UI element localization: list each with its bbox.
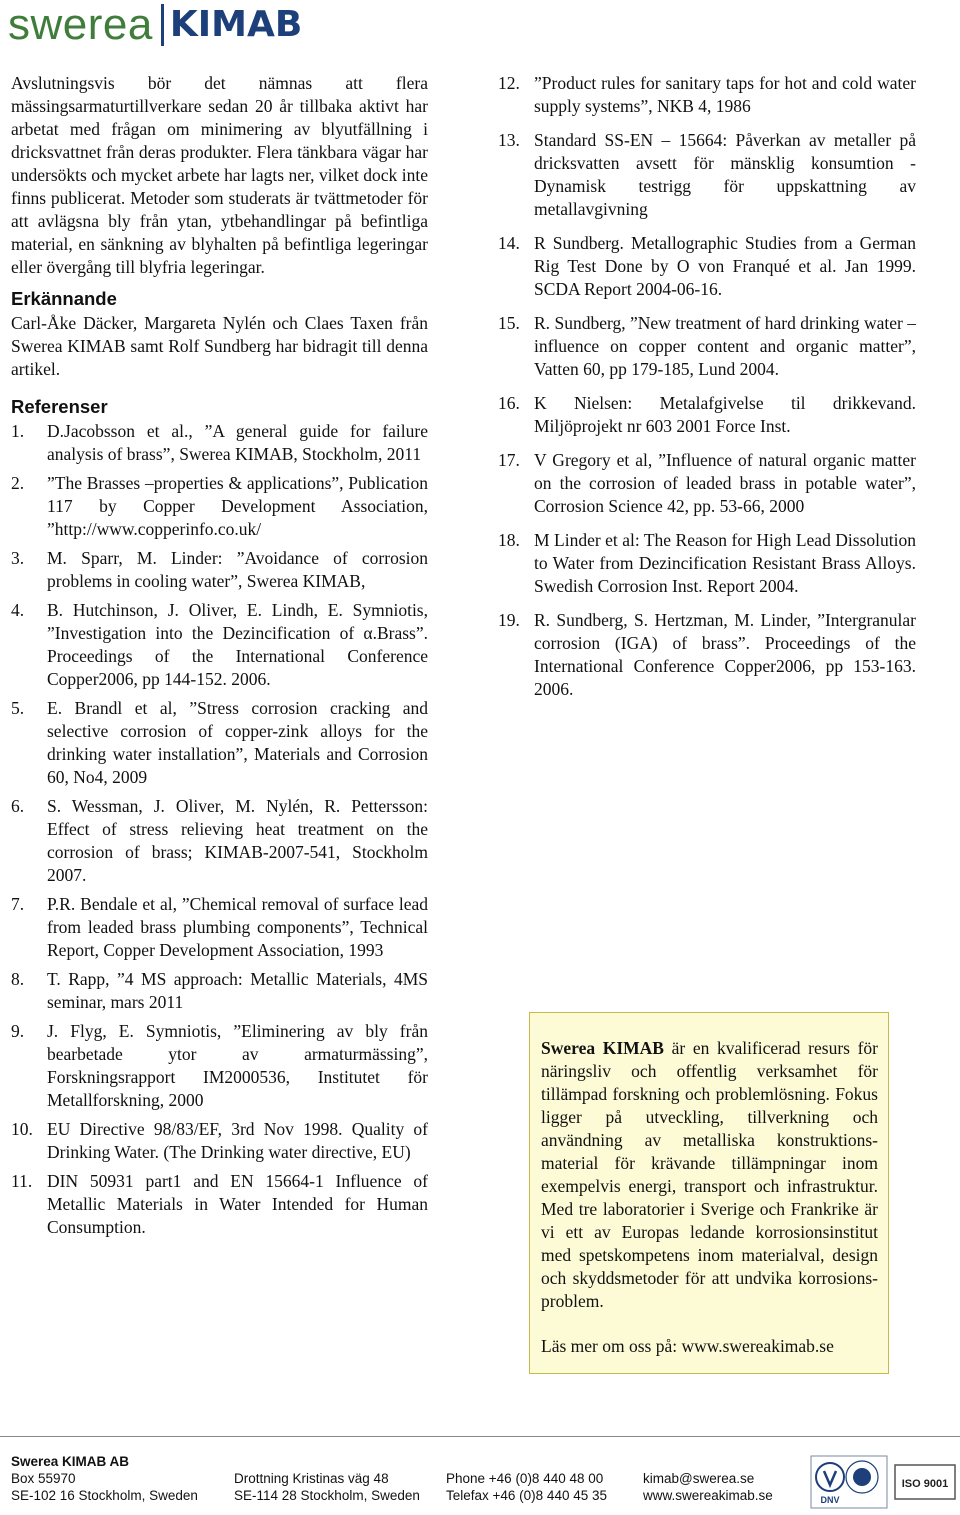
company-info-box: [529, 1012, 889, 1374]
reference-number: 16.: [498, 393, 520, 413]
footer-visit-address: [234, 1470, 420, 1504]
reference-text: B. Hutchinson, J. Oliver, E. Lindh, E. Symniotis, ”Investigation into the Dezincification of α.Brass”. Proceedings of the International Conference Copper2006, pp 144-152. 2006.: [47, 600, 428, 689]
reference-number: 6.: [11, 796, 25, 816]
reference-text: DIN 50931 part1 and EN 15664-1 Influence of Metallic Materials in Water Intended for Human Consumption.: [47, 1171, 428, 1237]
reference-item: [11, 893, 428, 962]
footer-company: [11, 1453, 129, 1470]
reference-item: [11, 599, 428, 691]
reference-number: 4.: [11, 600, 25, 620]
reference-item: [498, 72, 916, 118]
references-list-left: [11, 420, 428, 1239]
reference-number: 5.: [11, 698, 25, 718]
logo-divider: [161, 4, 164, 46]
dnv-label: DNV: [820, 1495, 840, 1505]
footer-phone: Phone +46 (0)8 440 48 00: [446, 1471, 604, 1486]
reference-number: 1.: [11, 421, 25, 441]
reference-number: 19.: [498, 610, 520, 630]
reference-text: R. Sundberg, ”New treatment of hard drinking water –influence on copper content and organic matter”, Vatten 60, pp 179-185, Lund 2004.: [534, 313, 916, 379]
reference-text: R Sundberg. Metallographic Studies from a German Rig Test Done by O von Franqué et al. Jan 1999. SCDA Report 2004-06-16.: [534, 233, 916, 299]
references-heading: Referenser: [11, 396, 108, 417]
acknowledgement-heading: Erkännande: [11, 288, 117, 309]
footer-divider: [0, 1436, 960, 1437]
company-info-text: [541, 1037, 878, 1313]
reference-number: 2.: [11, 473, 25, 493]
reference-item: [498, 312, 916, 381]
reference-item: [498, 529, 916, 598]
left-column: [11, 72, 428, 1245]
footer-city-visit: SE-114 28 Stockholm, Sweden: [234, 1488, 420, 1503]
reference-text: R. Sundberg, S. Hertzman, M. Linder, ”Intergranular corrosion (IGA) of brass”. Proceedings of the International Conference Copper2006, pp 153-163. 2006.: [534, 610, 916, 699]
reference-text: T. Rapp, ”4 MS approach: Metallic Materials, 4MS seminar, mars 2011: [47, 969, 428, 1012]
reference-number: 11.: [11, 1171, 33, 1191]
reference-text: M. Sparr, M. Linder: ”Avoidance of corrosion problems in cooling water”, Swerea KIMAB,: [47, 548, 428, 591]
references-list-right: [498, 72, 916, 701]
reference-item: [498, 232, 916, 301]
reference-number: 10.: [11, 1119, 33, 1139]
reference-number: 17.: [498, 450, 520, 470]
acknowledgement-text: Carl-Åke Däcker, Margareta Nylén och Claes Taxen från Swerea KIMAB samt Rolf Sundberg har bidragit till denna artikel.: [11, 313, 428, 379]
reference-number: 7.: [11, 894, 25, 914]
reference-item: [11, 420, 428, 466]
reference-text: ”The Brasses –properties & applications”, Publication 117 by Copper Development Association, ”http://www.copperinfo.co.uk/: [47, 473, 428, 539]
footer-city-postal: SE-102 16 Stockholm, Sweden: [11, 1488, 198, 1503]
swerea-kimab-logo: [8, 0, 302, 50]
reference-number: 13.: [498, 130, 520, 150]
footer-company-name: Swerea KIMAB AB: [11, 1454, 130, 1469]
right-column: [498, 72, 916, 712]
reference-item: [498, 392, 916, 438]
footer-street: Drottning Kristinas väg 48: [234, 1471, 389, 1486]
reference-number: 8.: [11, 969, 25, 989]
reference-text: M Linder et al: The Reason for High Lead Dissolution to Water from Dezincification Resistant Brass Alloys. Swedish Corrosion Inst. Report 2004.: [534, 530, 916, 596]
reference-item: [11, 697, 428, 789]
reference-item: [11, 547, 428, 593]
footer-phone-block: [446, 1470, 607, 1504]
reference-number: 12.: [498, 73, 520, 93]
reference-text: V Gregory et al, ”Influence of natural organic matter on the corrosion of leaded brass in potable water”, Corrosion Science 42, pp. 53-66, 2000: [534, 450, 916, 516]
reference-item: [11, 795, 428, 887]
reference-text: P.R. Bendale et al, ”Chemical removal of surface lead from leaded brass plumbing components”, Technical Report, Copper Development Association, 1993: [47, 894, 428, 960]
reference-number: 15.: [498, 313, 520, 333]
reference-text: EU Directive 98/83/EF, 3rd Nov 1998. Quality of Drinking Water. (The Drinking water directive, EU): [47, 1119, 428, 1162]
company-name: Swerea KIMAB: [541, 1038, 664, 1058]
logo-kimab: KIMAB: [169, 4, 303, 45]
footer-email[interactable]: kimab@swerea.se: [643, 1471, 755, 1486]
reference-item: [11, 1170, 428, 1239]
reference-text: ”Product rules for sanitary taps for hot and cold water supply systems”, NKB 4, 1986: [534, 73, 916, 116]
reference-item: [11, 1020, 428, 1112]
footer-box: Box 55970: [11, 1471, 76, 1486]
reference-text: K Nielsen: Metalafgivelse til drikkevand. Miljöprojekt nr 603 2001 Force Inst.: [534, 393, 916, 436]
reference-item: [498, 449, 916, 518]
iso-label: ISO 9001: [901, 1478, 949, 1490]
reference-item: [498, 129, 916, 221]
reference-text: J. Flyg, E. Symniotis, ”Eliminering av bly från bearbetade ytor av armaturmässing”, Forskningsrapport IM2000536, Institutet för Metallforskning, 2000: [47, 1021, 428, 1110]
reference-item: [11, 472, 428, 541]
reference-text: E. Brandl et al, ”Stress corrosion cracking and selective corrosion of copper-zink alloys for the drinking water installation”, Materials and Corrosion 60, No4, 2009: [47, 698, 428, 787]
reference-number: 14.: [498, 233, 520, 253]
reference-text: Standard SS-EN – 15664: Påverkan av metaller på dricksvatten avsett för mänsklig konsumtion - Dynamisk testrigg för uppskattning av metallavgivning: [534, 130, 916, 219]
read-more-link[interactable]: Läs mer om oss på: www.swereakimab.se: [541, 1336, 834, 1356]
dnv-certification-icon: [810, 1455, 888, 1509]
intro-paragraph: Avslutningsvis bör det nämnas att flera mässingsarmaturtillverkare sedan 20 år tillbaka aktivt har arbetat med frågan om minimering av blyutfällning i dricksvattnet från deras produkter. Flera tänkbara vägar har undersökts och mycket arbete har lagts ner, vilket dock inte finns publicerat. Metoder som studerats är tvättmetoder för att avlägsna bly från ytan, ytbehandlingar på befintliga material, en sänkning av blyhalten på befintliga legeringar eller övergång till blyfria legeringar.: [11, 73, 428, 277]
reference-text: S. Wessman, J. Oliver, M. Nylén, R. Pettersson: Effect of stress relieving heat treatment on the corrosion of brass; KIMAB-2007-541, Stockholm 2007.: [47, 796, 428, 885]
reference-item: [11, 1118, 428, 1164]
footer-postal-address: [11, 1470, 198, 1504]
reference-item: [498, 609, 916, 701]
reference-text: D.Jacobsson et al., ”A general guide for failure analysis of brass”, Swerea KIMAB, Stockholm, 2011: [47, 421, 428, 464]
certification-badges: [810, 1455, 956, 1509]
footer-fax: Telefax +46 (0)8 440 45 35: [446, 1488, 607, 1503]
reference-number: 3.: [11, 548, 25, 568]
iso-9001-icon: [894, 1464, 956, 1500]
footer-contact-block: [643, 1470, 773, 1504]
reference-number: 18.: [498, 530, 520, 550]
footer-web[interactable]: www.swereakimab.se: [643, 1488, 773, 1503]
company-description: är en kvalificerad resurs för näringsliv och offentlig verksamhet för tillämpad forskning och problemlösning. Fokus ligger på utveckling, tillverkning och användning av metalliska konstruktions-material för krävande tillämpningar inom exempelvis energi, transport och infrastruktur. Med tre laboratorier i Sverige och Frankrike är vi ett av Europas ledande korrosionsinstitut med spetskompetens inom materialval, design och skyddsmetoder för att undvika korrosions-problem.: [541, 1038, 878, 1311]
reference-number: 9.: [11, 1021, 25, 1041]
logo-swerea: swerea: [8, 0, 153, 49]
reference-item: [11, 968, 428, 1014]
